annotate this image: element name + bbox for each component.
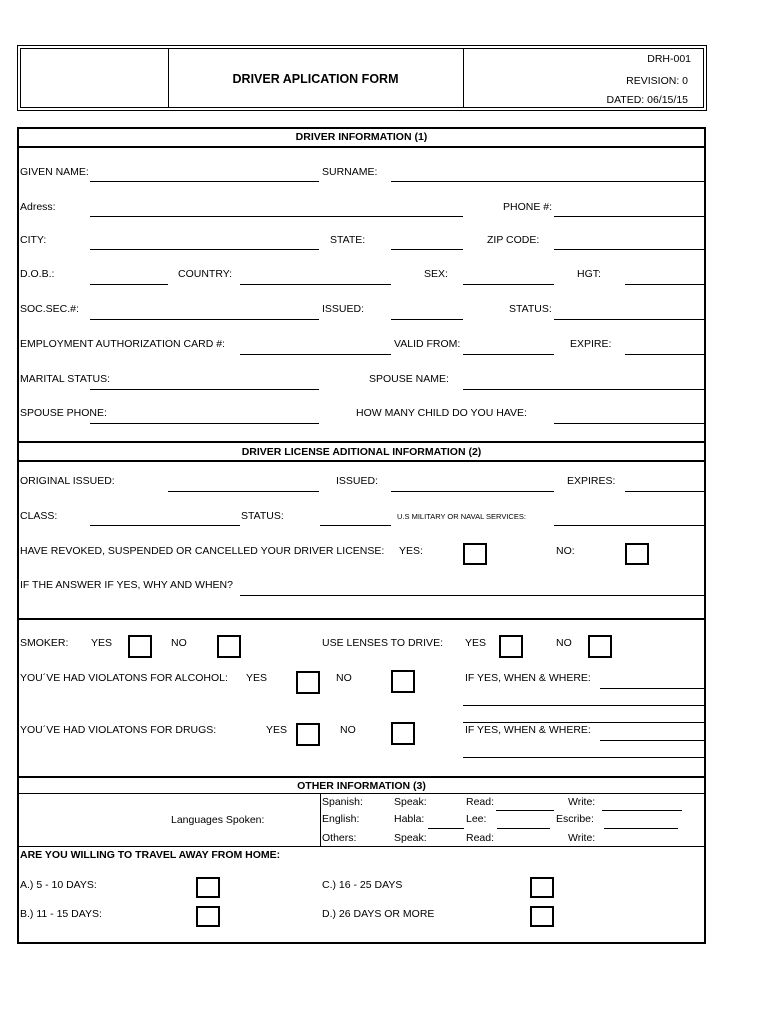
- sex-field[interactable]: [463, 284, 554, 285]
- travel-label: ARE YOU WILLING TO TRAVEL AWAY FROM HOME:: [20, 849, 281, 861]
- english-escribe-field[interactable]: [604, 828, 678, 829]
- given-name-field[interactable]: [90, 181, 319, 182]
- header-divider-right: [463, 48, 464, 108]
- why-when-field[interactable]: [240, 595, 704, 596]
- section3-title: OTHER INFORMATION (3): [297, 780, 426, 792]
- others-label: Others:: [322, 832, 357, 844]
- military-field[interactable]: [554, 525, 704, 526]
- others-speak-label: Speak:: [394, 832, 427, 844]
- english-habla-field[interactable]: [428, 828, 464, 829]
- alcohol-no-checkbox[interactable]: [391, 670, 415, 693]
- alcohol-when-field[interactable]: [600, 688, 704, 689]
- marital-label: MARITAL STATUS:: [20, 373, 111, 385]
- why-when-label: IF THE ANSWER IF YES, WHY AND WHEN?: [20, 579, 233, 591]
- languages-divider: [320, 793, 321, 846]
- expire-label: EXPIRE:: [570, 338, 612, 350]
- lenses-no-label: NO: [556, 637, 572, 649]
- license-status-field[interactable]: [320, 525, 391, 526]
- phone-label: PHONE #:: [503, 201, 553, 213]
- others-write-label: Write:: [568, 832, 596, 844]
- option-d-label: D.) 26 DAYS OR MORE: [322, 908, 435, 920]
- valid-from-field[interactable]: [463, 354, 554, 355]
- drugs-when-field-top[interactable]: [463, 722, 704, 723]
- drugs-no-label: NO: [340, 724, 356, 736]
- option-c-checkbox[interactable]: [530, 877, 554, 898]
- revoked-yes-checkbox[interactable]: [463, 543, 487, 565]
- revoked-label: HAVE REVOKED, SUSPENDED OR CANCELLED YOUR DRIVER LICENSE:: [20, 545, 385, 557]
- military-label: U.S MILITARY OR NAVAL SERVICES:: [397, 512, 526, 521]
- spanish-label: Spanish:: [322, 796, 363, 808]
- sex-label: SEX:: [424, 268, 448, 280]
- soc-label: SOC.SEC.#:: [20, 303, 79, 315]
- original-issued-field[interactable]: [168, 491, 319, 492]
- eac-field[interactable]: [240, 354, 391, 355]
- option-a-checkbox[interactable]: [196, 877, 220, 898]
- habits-divider: [17, 618, 706, 620]
- valid-from-label: VALID FROM:: [394, 338, 461, 350]
- dob-label: D.O.B.:: [20, 268, 55, 280]
- english-lee-label: Lee:: [466, 813, 487, 825]
- travel-divider: [17, 846, 706, 847]
- section2-title: DRIVER LICENSE ADITIONAL INFORMATION (2): [241, 446, 482, 458]
- revoked-yes-label: YES:: [399, 545, 423, 557]
- license-issued-field[interactable]: [391, 491, 554, 492]
- drugs-when-label: IF YES, WHEN & WHERE:: [465, 724, 591, 736]
- issued-field[interactable]: [391, 319, 463, 320]
- address-field[interactable]: [90, 216, 463, 217]
- section3-top-divider: [17, 776, 706, 778]
- children-label: HOW MANY CHILD DO YOU HAVE:: [356, 407, 527, 419]
- section1-divider: [17, 146, 706, 148]
- drugs-when-field-2[interactable]: [463, 757, 704, 758]
- option-a-label: A.) 5 - 10 DAYS:: [20, 879, 97, 891]
- phone-field[interactable]: [554, 216, 704, 217]
- option-b-label: B.) 11 - 15 DAYS:: [20, 908, 102, 920]
- lenses-yes-checkbox[interactable]: [499, 635, 523, 658]
- soc-field[interactable]: [90, 319, 319, 320]
- drugs-yes-label: YES: [266, 724, 288, 736]
- country-field[interactable]: [240, 284, 391, 285]
- city-label: CITY:: [20, 234, 47, 246]
- issued-label: ISSUED:: [322, 303, 365, 315]
- lenses-yes-label: YES: [465, 637, 487, 649]
- surname-label: SURNAME:: [322, 166, 378, 178]
- expires-label: EXPIRES:: [567, 475, 616, 487]
- form-title: DRIVER APLICATION FORM: [232, 72, 399, 86]
- spanish-read-field[interactable]: [496, 810, 554, 811]
- smoker-no-label: NO: [171, 637, 187, 649]
- spouse-name-label: SPOUSE NAME:: [369, 373, 449, 385]
- alcohol-no-label: NO: [336, 672, 352, 684]
- smoker-label: SMOKER:: [20, 637, 69, 649]
- license-issued-label: ISSUED:: [336, 475, 379, 487]
- lenses-no-checkbox[interactable]: [588, 635, 612, 658]
- license-status-label: STATUS:: [241, 510, 284, 522]
- spanish-read-label: Read:: [466, 796, 495, 808]
- lenses-label: USE LENSES TO DRIVE:: [322, 637, 443, 649]
- status-field[interactable]: [554, 319, 704, 320]
- alcohol-yes-checkbox[interactable]: [296, 671, 320, 694]
- surname-field[interactable]: [391, 181, 704, 182]
- drugs-no-checkbox[interactable]: [391, 722, 415, 745]
- dated: DATED: 06/15/15: [606, 94, 688, 106]
- address-label: Adress:: [20, 201, 56, 213]
- others-read-label: Read:: [466, 832, 495, 844]
- spouse-name-field[interactable]: [463, 389, 704, 390]
- spouse-phone-label: SPOUSE PHONE:: [20, 407, 107, 419]
- dob-field[interactable]: [90, 284, 168, 285]
- alcohol-yes-label: YES: [246, 672, 268, 684]
- state-label: STATE:: [330, 234, 366, 246]
- option-b-checkbox[interactable]: [196, 906, 220, 927]
- original-issued-label: ORIGINAL ISSUED:: [20, 475, 115, 487]
- section3-divider: [17, 793, 706, 794]
- eac-label: EMPLOYMENT AUTHORIZATION CARD #:: [20, 338, 225, 350]
- given-name-label: GIVEN NAME:: [20, 166, 89, 178]
- spanish-write-label: Write:: [568, 796, 596, 808]
- section1-title: DRIVER INFORMATION (1): [295, 131, 428, 143]
- doc-code: DRH-001: [647, 53, 691, 65]
- english-escribe-label: Escribe:: [556, 813, 594, 825]
- smoker-yes-checkbox[interactable]: [128, 635, 152, 658]
- english-label: English:: [322, 813, 360, 825]
- english-lee-field[interactable]: [497, 828, 550, 829]
- hgt-label: HGT:: [577, 268, 601, 280]
- marital-field[interactable]: [90, 389, 319, 390]
- alcohol-when-label: IF YES, WHEN & WHERE:: [465, 672, 591, 684]
- class-field[interactable]: [90, 525, 240, 526]
- expires-field[interactable]: [625, 491, 704, 492]
- hgt-field[interactable]: [625, 284, 704, 285]
- state-field[interactable]: [391, 249, 463, 250]
- class-label: CLASS:: [20, 510, 58, 522]
- zip-label: ZIP CODE:: [487, 234, 540, 246]
- status-label: STATUS:: [509, 303, 552, 315]
- section2-divider: [17, 460, 706, 462]
- smoker-no-checkbox[interactable]: [217, 635, 241, 658]
- smoker-yes-label: YES: [91, 637, 113, 649]
- option-d-checkbox[interactable]: [530, 906, 554, 927]
- drugs-label: YOU´VE HAD VIOLATONS FOR DRUGS:: [20, 724, 217, 736]
- drugs-yes-checkbox[interactable]: [296, 723, 320, 746]
- country-label: COUNTRY:: [178, 268, 233, 280]
- revoked-no-checkbox[interactable]: [625, 543, 649, 565]
- spanish-speak-label: Speak:: [394, 796, 427, 808]
- expire-field[interactable]: [625, 354, 704, 355]
- city-field[interactable]: [90, 249, 319, 250]
- spouse-phone-field[interactable]: [90, 423, 319, 424]
- english-habla-label: Habla:: [394, 813, 425, 825]
- revision: REVISION: 0: [626, 75, 688, 87]
- option-c-label: C.) 16 - 25 DAYS: [322, 879, 403, 891]
- section2-top-divider: [17, 441, 706, 443]
- alcohol-when-field-2[interactable]: [463, 705, 704, 706]
- drugs-when-field[interactable]: [600, 740, 704, 741]
- spanish-write-field[interactable]: [602, 810, 682, 811]
- revoked-no-label: NO:: [556, 545, 575, 557]
- languages-label: Languages Spoken:: [171, 814, 265, 826]
- children-field[interactable]: [554, 423, 704, 424]
- zip-field[interactable]: [554, 249, 704, 250]
- alcohol-label: YOU´VE HAD VIOLATONS FOR ALCOHOL:: [20, 672, 228, 684]
